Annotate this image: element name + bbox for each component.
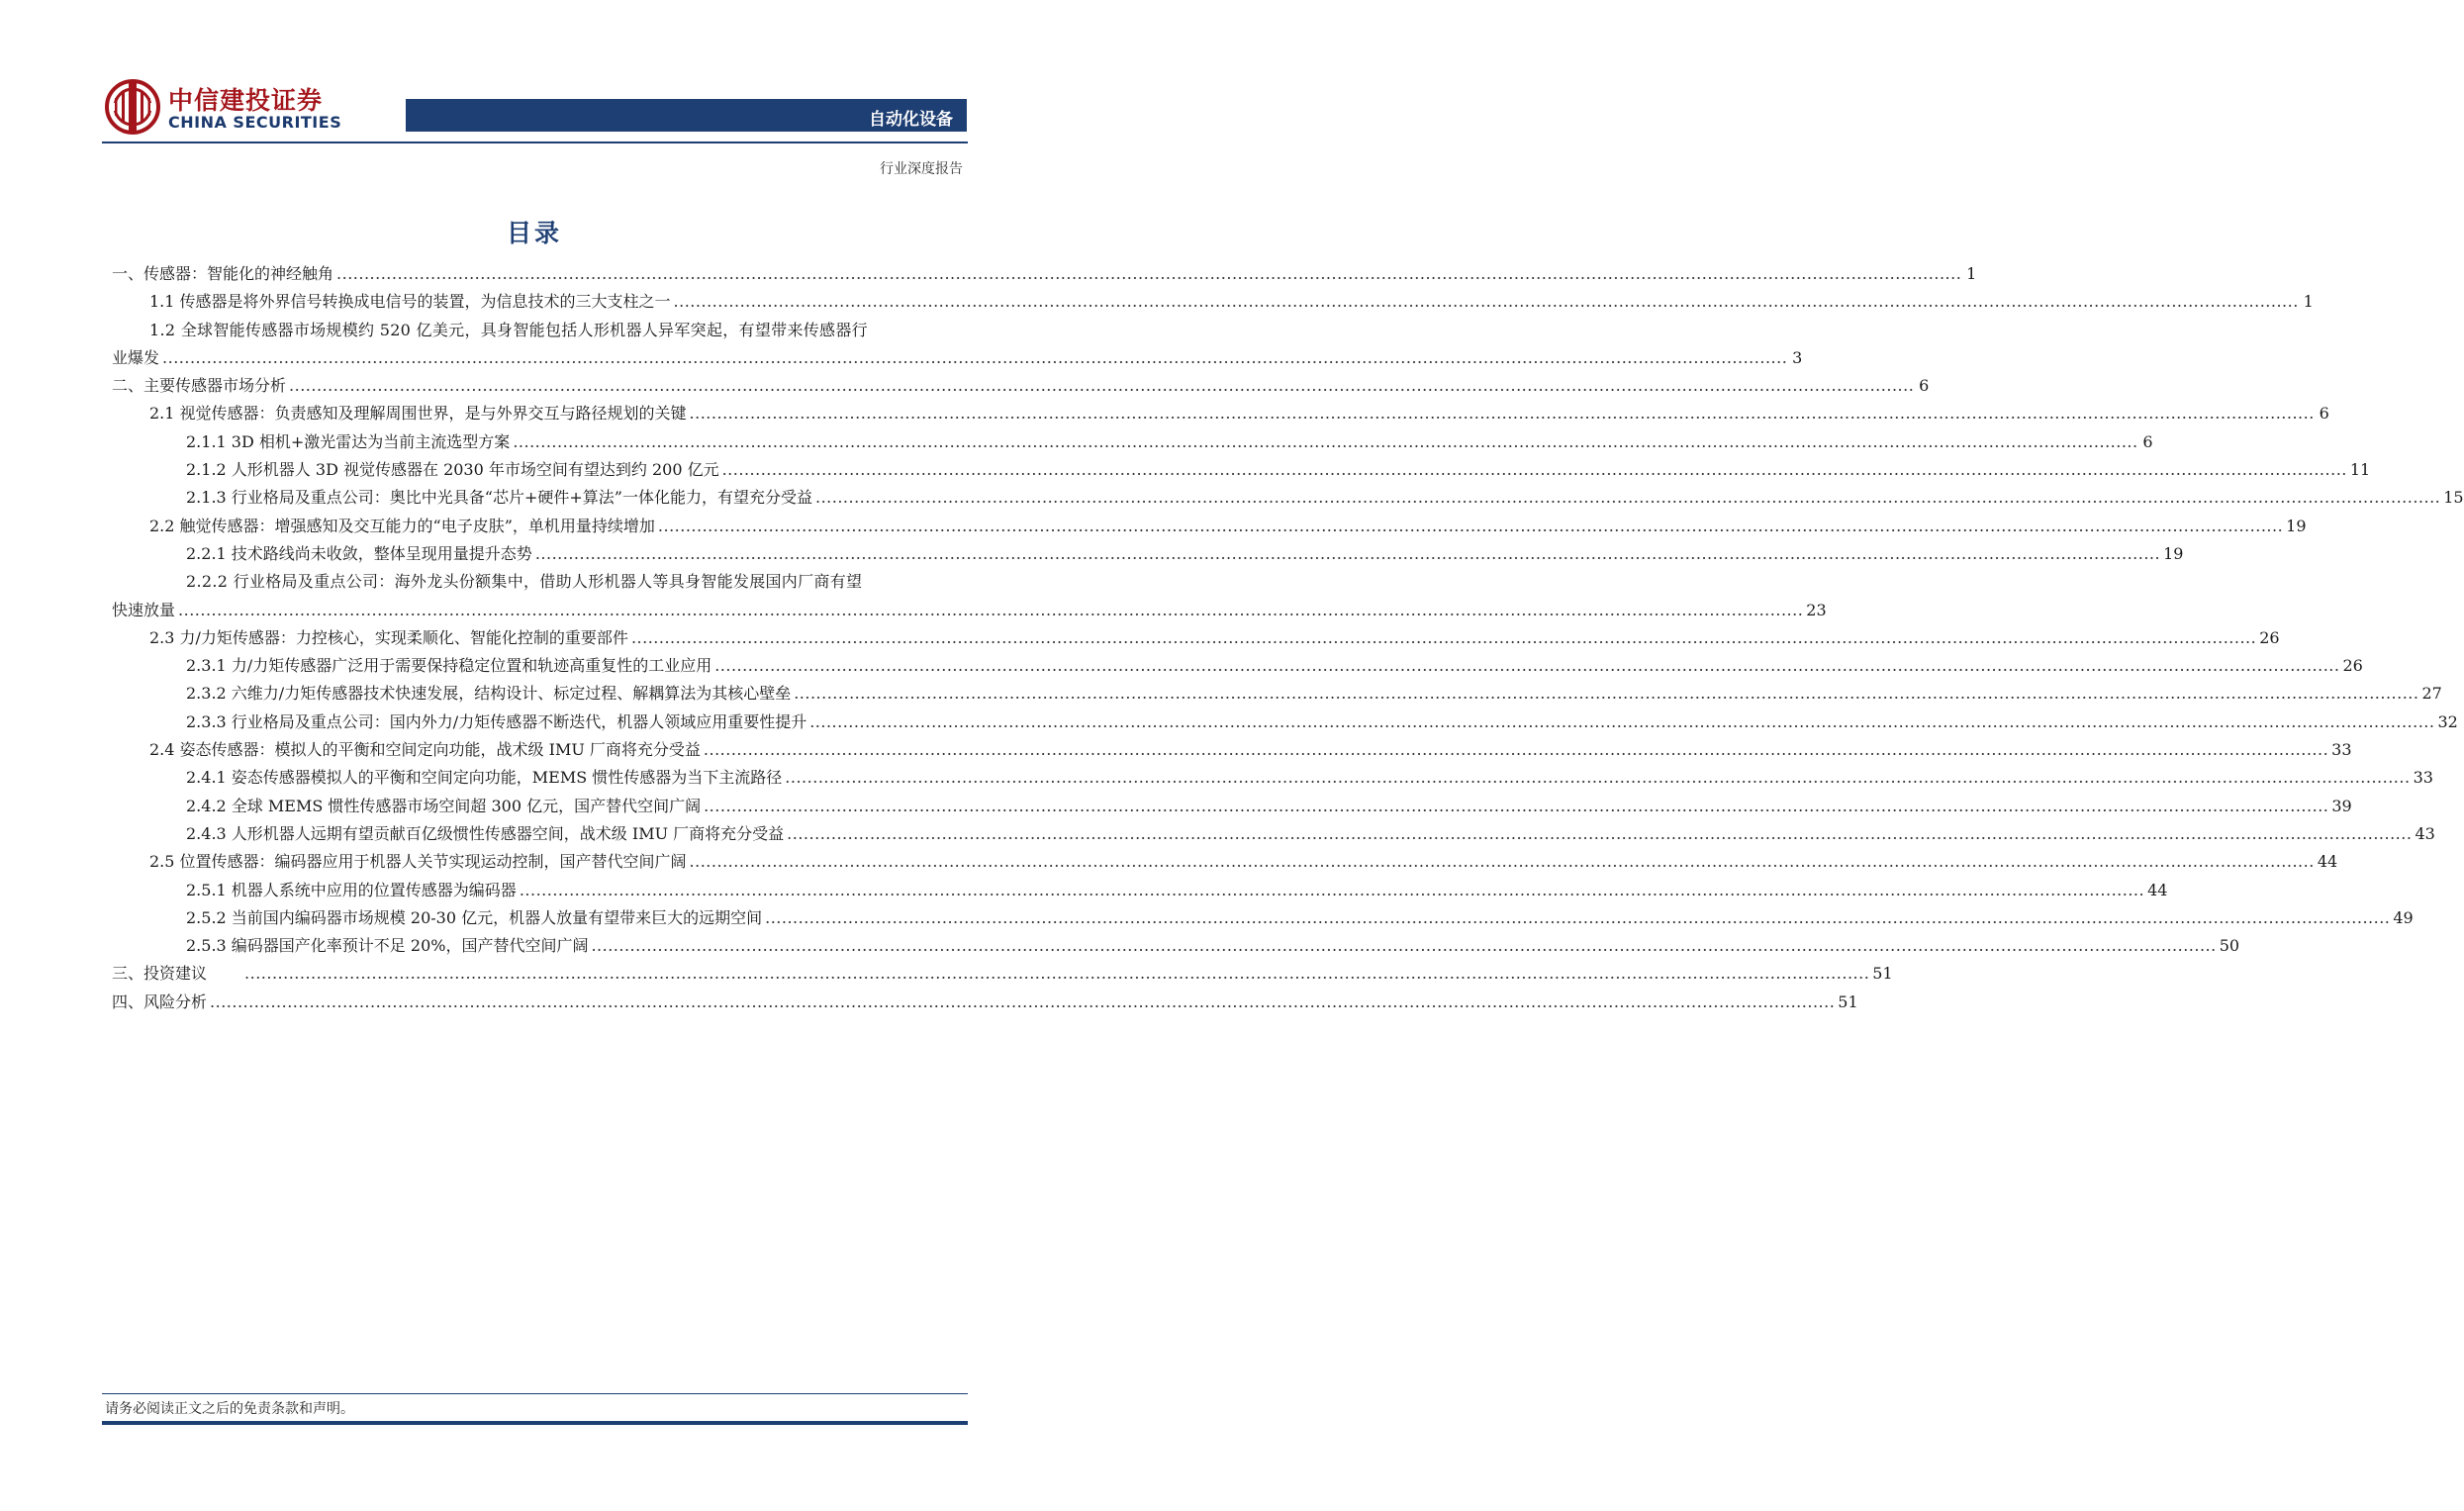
toc-entry[interactable] [112, 708, 2458, 736]
sector-banner [406, 99, 967, 132]
toc-entry-label: 2.4.1 姿态传感器模拟人的平衡和空间定向功能，MEMS 惯性传感器为当下主流路径 [186, 768, 783, 788]
toc-leader-dots [631, 624, 2256, 652]
toc-entry[interactable] [112, 428, 2153, 456]
toc-leader-dots [178, 597, 1803, 624]
toc-entry-page: 23 [1806, 600, 1827, 619]
toc-entry-page: 51 [1872, 964, 1893, 984]
toc-leader-dots [591, 932, 2216, 960]
toc-entry-label: 二、主要传感器市场分析 [112, 376, 287, 396]
toc-entry-label: 2.4.3 人形机器人远期有望贡献百亿级惯性传感器空间，战术级 IMU 厂商将充分受益 [186, 823, 785, 843]
toc-entry[interactable] [112, 513, 2307, 540]
report-type-label: 行业深度报告 [880, 161, 963, 177]
toc-entry[interactable] [112, 624, 2280, 652]
toc-entry[interactable] [112, 540, 2184, 568]
toc-leader-dots [809, 708, 2434, 736]
toc-leader-dots [785, 764, 2410, 792]
toc-entry-page: 3 [1792, 347, 1803, 367]
toc-leader-dots [690, 400, 2315, 427]
toc-entry-page: 27 [2421, 684, 2442, 704]
toc-leader-dots [704, 736, 2328, 764]
toc-entry[interactable] [112, 764, 2433, 792]
toc-entry-page: 1 [1966, 264, 1977, 283]
toc-entry-page: 11 [2349, 460, 2371, 480]
toc-entry-page: 6 [1919, 376, 1930, 396]
toc-leader-dots [674, 288, 2299, 316]
toc-entry[interactable] [112, 372, 1930, 400]
toc-entry-label: 四、风险分析 [112, 992, 208, 1011]
toc-entry[interactable] [112, 652, 2363, 680]
toc-entry-label: 2.5 位置传感器：编码器应用于机器人关节实现运动控制，国产替代空间广阔 [149, 852, 687, 872]
toc-entry-page: 19 [2286, 516, 2307, 535]
toc-leader-dots [815, 484, 2440, 512]
toc-entry[interactable] [112, 317, 977, 344]
toc-entry-page: 44 [2147, 880, 2168, 899]
toc-leader-dots [765, 904, 2390, 932]
toc-entry[interactable] [112, 260, 1977, 288]
toc-leader-dots [794, 680, 2418, 708]
toc-entry-label: 2.5.2 当前国内编码器市场规模 20-30 亿元，机器人放量有望带来巨大的远期空间 [186, 907, 763, 927]
logo-en-text: CHINA SECURITIES [168, 113, 342, 132]
toc-entry-label: 三、投资建议 [112, 964, 208, 984]
toc-leader-dots [787, 820, 2412, 848]
toc-entry-label: 2.1 视觉传感器：负责感知及理解周围世界，是与外界交互与路径规划的关键 [149, 404, 687, 424]
footer-disclaimer: 请务必阅读正文之后的免责条款和声明。 [105, 1401, 354, 1417]
toc-leader-dots [336, 260, 1961, 288]
toc-leader-dots [690, 848, 2315, 876]
toc-leader-dots [714, 652, 2339, 680]
toc-entry-label: 一、传感器：智能化的神经触角 [112, 264, 334, 283]
toc-entry-label: 2.5.3 编码器国产化率预计不足 20%，国产替代空间广阔 [186, 936, 589, 956]
toc-entry-label: 2.3.3 行业格局及重点公司：国内外力/力矩传感器不断迭代，机器人领域应用重要性提升 [186, 711, 807, 731]
header-divider [102, 142, 968, 143]
toc-leader-dots [722, 456, 2347, 484]
toc-leader-dots [658, 513, 2283, 540]
toc-entry-label: 2.3 力/力矩传感器：力控核心，实现柔顺化、智能化控制的重要部件 [149, 627, 628, 647]
footer-divider-thick [102, 1421, 968, 1425]
toc-entry-label: 1.1 传感器是将外界信号转换成电信号的装置，为信息技术的三大支柱之一 [149, 292, 671, 312]
toc-entry-page: 39 [2331, 796, 2352, 815]
toc-entry-continuation[interactable] [112, 597, 1827, 624]
toc-entry-label: 2.2 触觉传感器：增强感知及交互能力的“电子皮肤”，单机用量持续增加 [149, 516, 655, 535]
toc-leader-dots [244, 960, 1869, 988]
toc-leader-dots [535, 540, 2160, 568]
footer-divider-thin [102, 1393, 968, 1394]
toc-entry[interactable] [112, 932, 2240, 960]
toc-entry-page: 50 [2219, 936, 2240, 956]
toc-entry-page: 15 [2443, 488, 2464, 508]
toc-entry[interactable] [112, 848, 2338, 876]
toc-entry-page: 1 [2303, 292, 2314, 312]
toc-title: 目录 [506, 219, 562, 247]
toc-entry[interactable] [112, 484, 2464, 512]
toc-leader-dots [210, 989, 1835, 1016]
toc-entry[interactable] [112, 960, 1893, 988]
china-securities-logo-icon [105, 79, 160, 135]
toc-entry-continuation[interactable] [112, 344, 1803, 372]
toc-entry-label: 2.3.1 力/力矩传感器广泛用于需要保持稳定位置和轨迹高重复性的工业应用 [186, 656, 712, 676]
toc-leader-dots [520, 877, 2144, 904]
toc-entry[interactable] [112, 680, 2442, 708]
toc-entry-label: 2.2.1 技术路线尚未收敛，整体呈现用量提升态势 [186, 543, 532, 563]
toc-entry-page: 43 [2415, 823, 2435, 843]
toc-entry-page: 49 [2393, 907, 2414, 927]
toc-leader-dots [289, 372, 1914, 400]
toc-entry[interactable] [112, 904, 2414, 932]
toc-entry-label: 2.1.1 3D 相机+激光雷达为当前主流选型方案 [186, 431, 511, 451]
toc-entry-page: 32 [2437, 711, 2458, 731]
toc-leader-dots [704, 793, 2328, 820]
logo-cn-text: 中信建投证券 [168, 86, 324, 115]
toc-entry-label: 2.1.2 人形机器人 3D 视觉传感器在 2030 年市场空间有望达到约 200 亿元 [186, 460, 719, 480]
toc-entry[interactable] [112, 989, 1858, 1016]
toc-entry[interactable] [112, 820, 2435, 848]
toc-entry-page: 6 [2142, 431, 2153, 451]
toc-entry-page: 33 [2413, 768, 2433, 788]
toc-entry[interactable] [112, 288, 2314, 316]
toc-entry-label: 业爆发 [112, 347, 160, 367]
toc-entry-label: 2.3.2 六维力/力矩传感器技术快速发展，结构设计、标定过程、解耦算法为其核心壁垒 [186, 684, 792, 704]
toc-entry-label: 1.2 全球智能传感器市场规模约 520 亿美元，具身智能包括人形机器人异军突起，有望带来传感器行 [149, 320, 868, 339]
toc-entry-label: 2.4 姿态传感器：模拟人的平衡和空间定向功能，战术级 IMU 厂商将充分受益 [149, 740, 701, 760]
toc-entry-label: 快速放量 [112, 600, 176, 619]
toc-entry-page: 6 [2319, 404, 2329, 424]
toc-entry-label: 2.5.1 机器人系统中应用的位置传感器为编码器 [186, 880, 517, 899]
sector-label: 自动化设备 [869, 110, 953, 130]
toc-leader-dots [162, 344, 1787, 372]
toc-entry-label: 2.4.2 全球 MEMS 惯性传感器市场空间超 300 亿元，国产替代空间广阔 [186, 796, 702, 815]
toc-entry-page: 19 [2163, 543, 2184, 563]
table-of-contents [112, 260, 2464, 1016]
toc-entry[interactable] [112, 877, 2168, 904]
toc-entry-page: 44 [2317, 852, 2338, 872]
toc-entry-label: 2.2.2 行业格局及重点公司：海外龙头份额集中，借助人形机器人等具身智能发展国内厂商有望 [186, 572, 863, 592]
toc-leader-dots [513, 428, 2137, 456]
toc-entry[interactable] [112, 456, 2371, 484]
toc-entry[interactable] [112, 793, 2352, 820]
toc-entry-page: 26 [2342, 656, 2363, 676]
toc-entry[interactable] [112, 568, 977, 596]
toc-entry[interactable] [112, 400, 2329, 427]
toc-entry[interactable] [112, 736, 2352, 764]
toc-entry-page: 51 [1838, 992, 1858, 1011]
toc-entry-page: 26 [2259, 627, 2280, 647]
toc-entry-page: 33 [2331, 740, 2352, 760]
company-logo [105, 79, 342, 139]
toc-entry-label: 2.1.3 行业格局及重点公司：奥比中光具备“芯片+硬件+算法”一体化能力，有望充分受益 [186, 488, 812, 508]
